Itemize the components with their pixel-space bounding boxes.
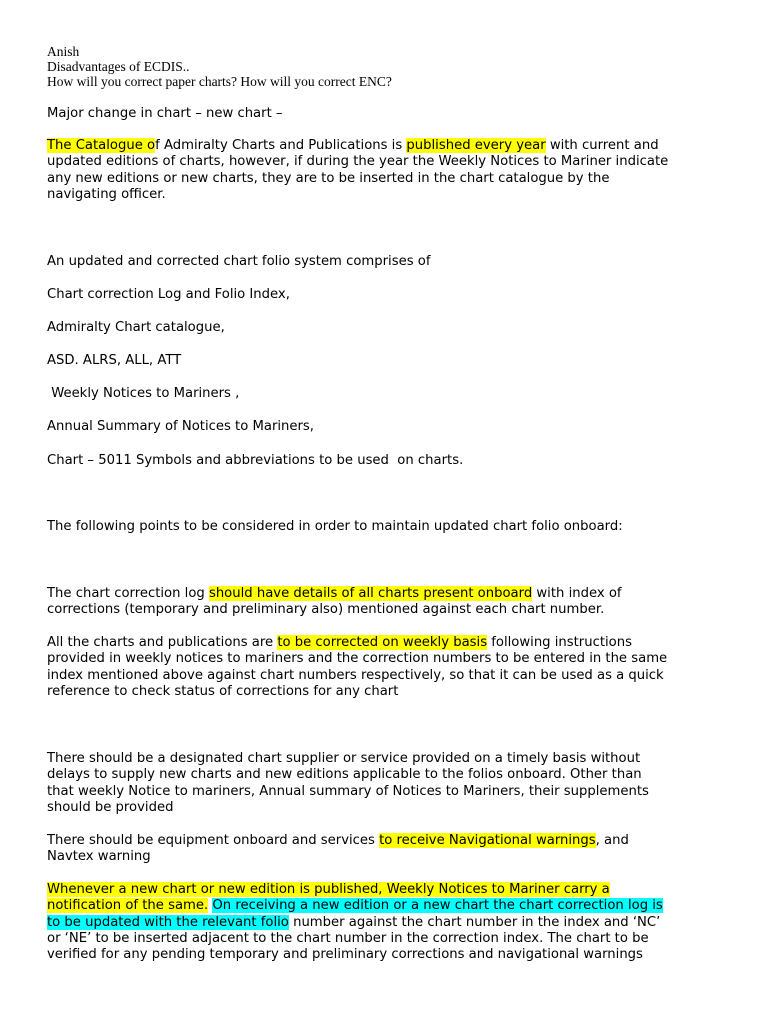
- weekly-correction-paragraph: [47, 635, 727, 700]
- text-line: [47, 915, 727, 931]
- list-item: Annual Summary of Notices to Mariners,: [47, 419, 314, 434]
- catalogue-paragraph: [47, 138, 727, 203]
- highlighted-text: should have details of all charts present onboard: [208, 586, 533, 601]
- text-span: with current and: [545, 138, 659, 153]
- text-line: corrections (temporary and preliminary also) mentioned against each chart number.: [47, 602, 605, 618]
- text-line: [47, 898, 727, 914]
- topic-line: Disadvantages of ECDIS..: [47, 59, 190, 74]
- text-line: Navtex warning: [47, 849, 151, 865]
- text-span: f Admiralty Charts and Publications is: [155, 138, 407, 153]
- chart-supplier-paragraph: [47, 751, 727, 816]
- text-span: There should be equipment onboard and services: [47, 833, 380, 848]
- list-item: ASD. ALRS, ALL, ATT: [47, 353, 182, 368]
- list-item: Weekly Notices to Mariners ,: [47, 386, 240, 401]
- text-line: navigating officer.: [47, 186, 166, 202]
- new-edition-paragraph: [47, 882, 727, 963]
- text-line: provided in weekly notices to mariners and the correction numbers to be entered in the same: [47, 651, 668, 667]
- text-span: number against the chart number in the index and ‘NC’: [288, 914, 661, 930]
- author-line: Anish: [47, 44, 80, 59]
- equipment-paragraph: [47, 833, 727, 866]
- folio-system-heading: An updated and corrected chart folio system comprises of: [47, 254, 431, 269]
- text-line: any new editions or new charts, they are to be inserted in the chart catalogue by the: [47, 170, 610, 186]
- text-span: following instructions: [487, 635, 632, 650]
- text-line: [47, 635, 727, 651]
- text-line: updated editions of charts, however, if during the year the Weekly Notices to Mariner indicate: [47, 154, 669, 170]
- question-line: How will you correct paper charts? How will you correct ENC?: [47, 74, 392, 89]
- list-item: Admiralty Chart catalogue,: [47, 320, 225, 335]
- text-line: should be provided: [47, 799, 174, 815]
- highlighted-text: Whenever a new chart or new edition is published, Weekly Notices to Mariner carry a: [47, 882, 610, 897]
- text-line: index mentioned above against chart numbers respectively, so that it can be used as a quick: [47, 667, 664, 683]
- text-line: [47, 882, 727, 898]
- highlighted-text: notification of the same.: [47, 898, 209, 914]
- text-line: reference to check status of corrections for any chart: [47, 683, 399, 699]
- text-line: There should be a designated chart supplier or service provided on a timely basis without: [47, 751, 641, 766]
- text-line: [47, 586, 727, 602]
- text-line: or ‘NE’ to be inserted adjacent to the chart number in the correction index. The chart to be: [47, 930, 649, 946]
- points-heading: The following points to be considered in order to maintain updated chart folio onboard:: [47, 519, 623, 534]
- list-item: Chart – 5011 Symbols and abbreviations to be used on charts.: [47, 453, 464, 468]
- highlighted-text: published every year: [406, 138, 546, 153]
- text-span: All the charts and publications are: [47, 635, 278, 650]
- highlighted-text: to receive Navigational warnings: [379, 833, 596, 848]
- text-line: that weekly Notice to mariners, Annual summary of Notices to Mariners, their supplements: [47, 783, 649, 799]
- text-line: delays to supply new charts and new editions applicable to the folios onboard. Other than: [47, 767, 642, 783]
- cyan-highlighted-text: to be updated with the relevant folio: [47, 914, 289, 930]
- correction-log-paragraph: [47, 586, 727, 619]
- text-line: [47, 138, 727, 154]
- intro-line: Major change in chart – new chart –: [47, 106, 283, 121]
- cyan-highlighted-text: On receiving a new edition or a new chart the chart correction log is: [212, 898, 663, 914]
- highlighted-text: to be corrected on weekly basis: [277, 635, 488, 650]
- list-item: Chart correction Log and Folio Index,: [47, 287, 290, 302]
- text-line: verified for any pending temporary and preliminary corrections and navigational warnings: [47, 947, 643, 963]
- text-span: , and: [595, 833, 629, 848]
- text-line: [47, 833, 727, 849]
- text-span: The chart correction log: [47, 586, 209, 601]
- text-span: with index of: [532, 586, 622, 601]
- highlighted-text: The Catalogue o: [47, 138, 156, 153]
